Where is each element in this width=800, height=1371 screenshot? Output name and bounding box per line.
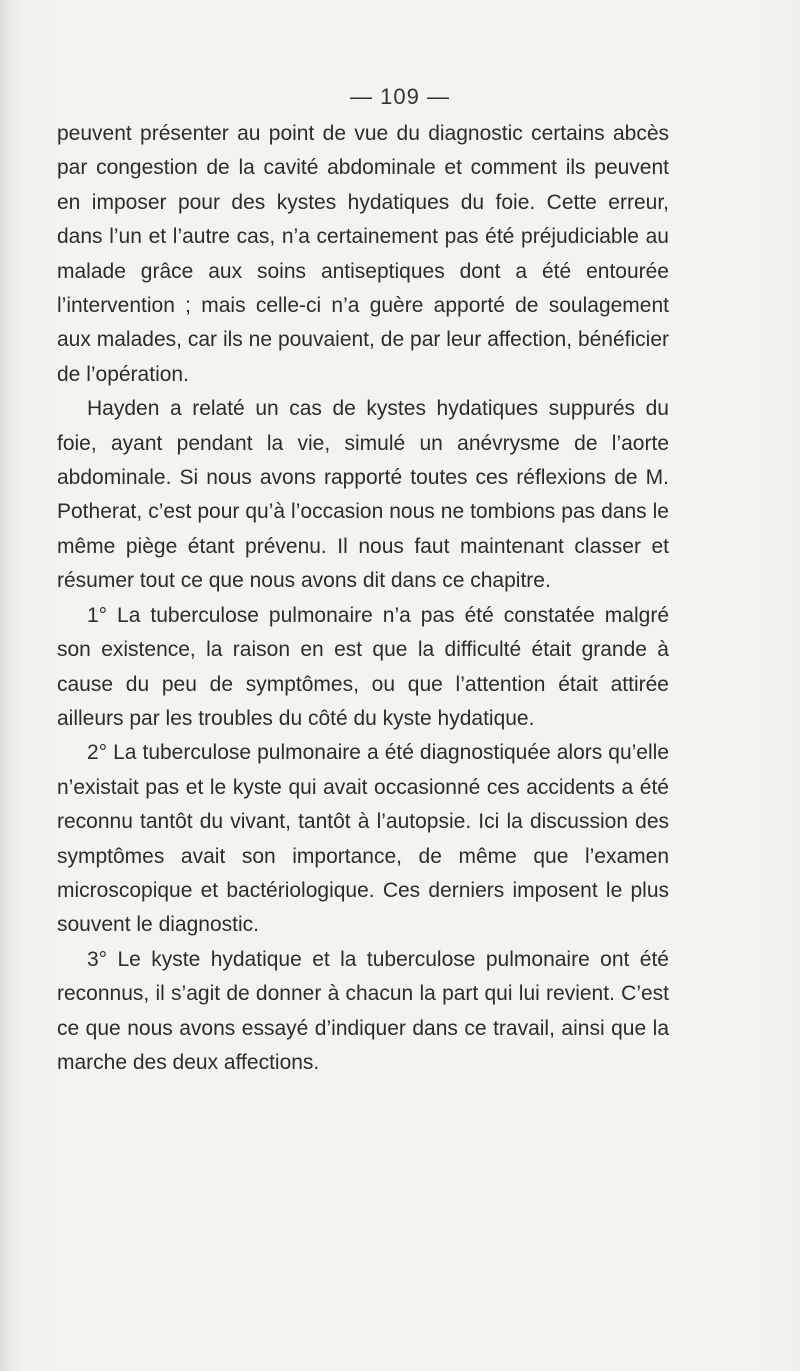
paragraph-5: 3° Le kyste hydatique et la tuberculose pulmonaire ont été reconnus, il s’agit de donner à chacun la part qui lui revient. C’est ce que nous avons essayé d’indiquer dans ce travail, ainsi que la marche des deux affections.	[57, 947, 669, 1074]
paragraph-1: peuvent présenter au point de vue du diagnostic certains abcès par congestion de la cavité abdominale et comment ils peuvent en imposer pour des kystes hydatiques du foie. Cette erreur, dans l’un et l’autre cas, n’a certainement pas été préjudiciable au malade grâce aux soins antiseptiques dont a été entourée l’intervention ; mais celle-ci n’a guère apporté de soulagement aux malades, car ils ne pouvaient, de par leur affection, bénéficier de l’opération.	[57, 122, 669, 386]
body-text	[57, 117, 669, 1080]
paragraph-2: Hayden a relaté un cas de kystes hydatiques suppurés du foie, ayant pendant la vie, simulé un anévrysme de l’aorte abdominale. Si nous avons rapporté toutes ces réflexions de M. Potherat, c’est pour qu’à l’occasion nous ne tombions pas dans le même piège étant prévenu. Il nous faut maintenant classer et résumer tout ce que nous avons dit dans ce chapitre.	[57, 397, 669, 593]
paragraph-4: 2° La tuberculose pulmonaire a été diagnostiquée alors qu’elle n’existait pas et le kyste qui avait occasionné ces accidents a été reconnu tantôt du vivant, tantôt à l’autopsie. Ici la discussion des symptômes avait son importance, de même que l’examen microscopique et bactériologique. Ces derniers imposent le plus souvent le diagnostic.	[57, 741, 669, 937]
page-number-header: — 109 —	[350, 84, 450, 109]
paragraph-3: 1° La tuberculose pulmonaire n’a pas été constatée malgré son existence, la raison en est que la difficulté était grande à cause du peu de symptômes, ou que l’attention était attirée ailleurs par les troubles du côté du kyste hydatique.	[57, 603, 669, 730]
